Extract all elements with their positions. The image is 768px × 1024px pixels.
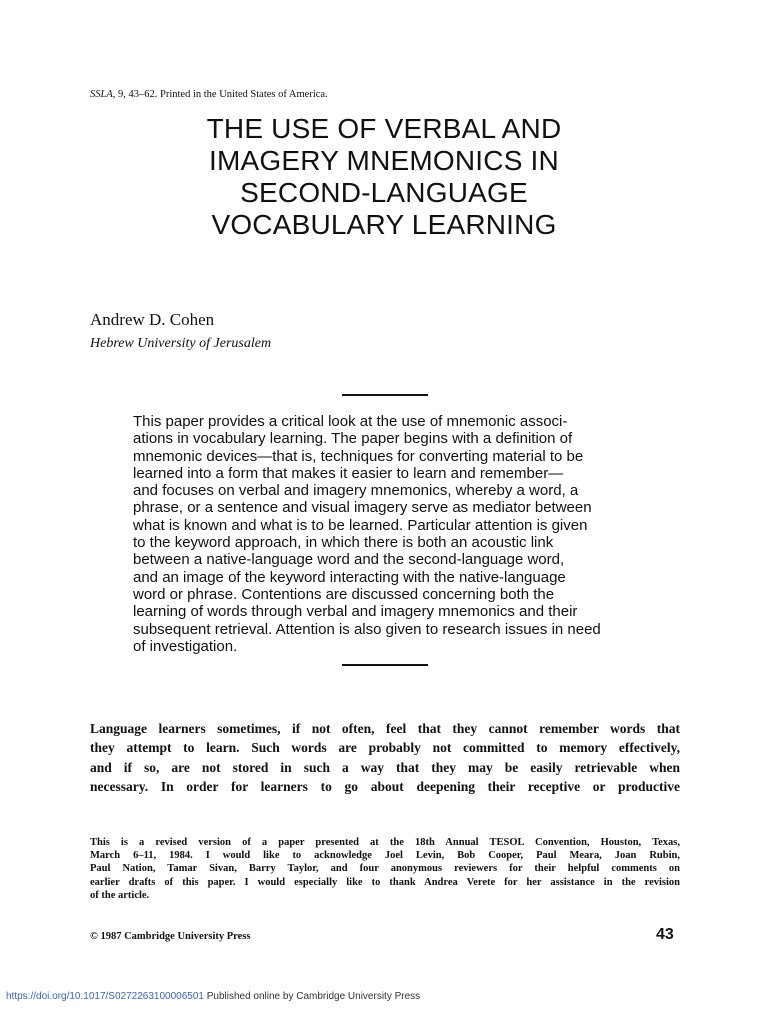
author-affiliation: Hebrew University of Jerusalem (90, 336, 272, 351)
page-number: 43 (656, 926, 674, 943)
citation-details: , 9, 43–62. Printed in the United States of America. (112, 89, 328, 100)
doi-published-text: Published online by Cambridge University Press (203, 991, 421, 1002)
abstract-line: and an image of the keyword interacting with the native-language (133, 568, 566, 586)
abstract-line: what is known and what is to be learned. Particular attention is given (133, 516, 588, 534)
footnote-line: of the article. (90, 889, 150, 901)
author-name: Andrew D. Cohen (90, 310, 215, 329)
abstract (133, 413, 635, 655)
footnote-line: earlier drafts of this paper. I would especially like to thank Andrea Verete for her assistance in the revision (90, 876, 680, 888)
journal-citation (90, 89, 328, 100)
article-title (150, 113, 618, 241)
abstract-line: between a native-language word and the second-language word, (133, 551, 565, 569)
body-line: necessary. In order for learners to go about deepening their receptive or productive (90, 778, 680, 794)
abstract-line: phrase, or a sentence and visual imagery serve as mediator between (133, 499, 592, 517)
abstract-line: mnemonic devices—that is, techniques for converting material to be (133, 447, 584, 465)
abstract-line: word or phrase. Contentions are discussed concerning both the (133, 585, 555, 603)
footnote-line: Paul Nation, Tamar Sivan, Barry Taylor, and four anonymous reviewers for their helpful comments on (90, 863, 680, 875)
body-paragraph (90, 719, 680, 796)
copyright-notice: © 1987 Cambridge University Press (90, 931, 251, 942)
title-line: THE USE OF VERBAL AND (206, 113, 562, 144)
abstract-line: subsequent retrieval. Attention is also given to research issues in need (133, 620, 601, 638)
body-line: and if so, are not stored in such a way that they may be easily retrievable when (90, 759, 680, 775)
title-line: SECOND-LANGUAGE (240, 177, 528, 208)
doi-bar (6, 991, 420, 1002)
journal-abbrev: SSLA (90, 89, 113, 100)
abstract-line: ations in vocabulary learning. The paper begins with a definition of (133, 430, 573, 448)
abstract-divider-top (342, 394, 428, 396)
abstract-line: of investigation. (133, 637, 238, 655)
abstract-line: learning of words through verbal and imagery mnemonics and their (133, 603, 578, 621)
body-line: they attempt to learn. Such words are probably not committed to memory effectively, (90, 740, 680, 756)
title-line: VOCABULARY LEARNING (211, 209, 557, 240)
footnote-line: This is a revised version of a paper presented at the 18th Annual TESOL Convention, Houston, Texas, (90, 837, 680, 848)
abstract-line: This paper provides a critical look at the use of mnemonic associ- (133, 413, 568, 430)
body-line: Language learners sometimes, if not often, feel that they cannot remember words that (90, 721, 680, 736)
abstract-line: learned into a form that makes it easier to learn and remember— (133, 464, 564, 482)
footnote-line: March 6–11, 1984. I would like to acknowledge Joel Levin, Bob Cooper, Paul Meara, Joan Rubin, (90, 850, 680, 862)
abstract-line: to the keyword approach, in which there is both an acoustic link (133, 534, 554, 552)
abstract-divider-bottom (342, 664, 428, 666)
title-line: IMAGERY MNEMONICS IN (209, 145, 559, 176)
footnote (90, 836, 680, 902)
abstract-line: and focuses on verbal and imagery mnemonics, whereby a word, a (133, 482, 579, 500)
doi-link[interactable]: https://doi.org/10.1017/S0272263100006501 (6, 991, 204, 1002)
